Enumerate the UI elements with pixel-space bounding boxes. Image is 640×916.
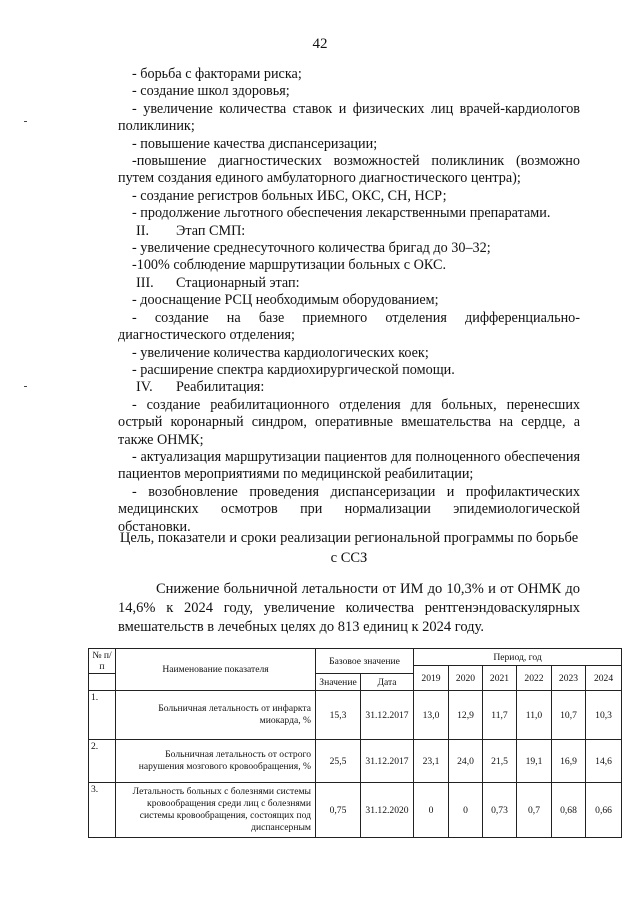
list-item: - создание регистров больных ИБС, ОКС, СН, НСР;: [132, 187, 447, 204]
row-value: 0,75: [316, 783, 361, 838]
list-item: - создание на базе приемного отделения дифференциально-диагностического отделения;: [118, 309, 580, 344]
list-item: - борьба с факторами риска;: [132, 66, 302, 82]
list-item: -повышение диагностических возможностей поликлиник (возможно путем создания единого амбулаторного диагностического центра);: [118, 153, 580, 187]
list-item: - увеличение количества кардиологических коек;: [132, 344, 429, 361]
row-name: Летальность больных с болезнями системы кровообращения среди лиц с болезнями системы кровообращения, состоящих под диспансерным: [116, 783, 316, 838]
header-index: № п/п: [89, 649, 116, 674]
row-year-value: 10,7: [552, 691, 586, 740]
row-year-value: 0: [414, 783, 449, 838]
table-row: [89, 691, 622, 740]
row-year-value: 10,3: [586, 691, 622, 740]
stage-heading: [118, 223, 580, 240]
header-base-date: Дата: [361, 674, 414, 691]
list-item: - создание реабилитационного отделения для больных, перенесших острый коронарный синдром, оперативные вмешательства на сердце, а также ОНМК;: [118, 396, 580, 448]
row-year-value: 16,9: [552, 740, 586, 783]
row-year-value: 21,5: [483, 740, 517, 783]
list-item: - увеличение количества ставок и физических лиц врачей-кардиологов поликлиник;: [118, 100, 580, 135]
stage-heading: [118, 275, 580, 292]
row-year-value: 0: [449, 783, 483, 838]
list-item: - повышение качества диспансеризации;: [132, 135, 378, 152]
stage-title: Реабилитация:: [176, 379, 265, 396]
stage-title: Стационарный этап:: [176, 274, 300, 291]
goal-summary: Снижение больничной летальности от ИМ до 10,3% и от ОНМК до 14,6% к 2024 году, увеличение количества рентгенэндоваскулярных вмешательств в лечебных целях до 813 единиц к 2024 году.: [118, 581, 580, 635]
row-year-value: 19,1: [517, 740, 552, 783]
stage-number: II.: [136, 222, 149, 239]
row-year-value: 23,1: [414, 740, 449, 783]
scan-speck: [24, 386, 27, 387]
stage-title: Этап СМП:: [176, 222, 246, 239]
list-item: - дооснащение РСЦ необходимым оборудованием;: [132, 292, 439, 309]
header-year: 2020: [449, 666, 483, 691]
row-date: 31.12.2017: [361, 691, 414, 740]
row-date: 31.12.2017: [361, 740, 414, 783]
page-number: 42: [312, 36, 328, 52]
header-name: Наименование показателя: [116, 649, 316, 691]
measures-list: [118, 66, 580, 536]
stage-number: III.: [136, 274, 154, 291]
row-name: Больничная летальность от острого нарушения мозгового кровообращения, %: [116, 740, 316, 783]
list-item: - создание школ здоровья;: [132, 83, 290, 100]
indicators-table: [88, 648, 622, 838]
header-index-spacer: [89, 674, 116, 691]
header-year: 2024: [586, 666, 622, 691]
list-item: - расширение спектра кардиохирургической помощи.: [132, 361, 455, 378]
row-year-value: 11,7: [483, 691, 517, 740]
header-year: 2021: [483, 666, 517, 691]
row-index: 1.: [89, 691, 116, 740]
row-index: 3.: [89, 783, 116, 838]
row-value: 25,5: [316, 740, 361, 783]
row-year-value: 0,73: [483, 783, 517, 838]
table-row: [89, 783, 622, 838]
row-year-value: 24,0: [449, 740, 483, 783]
row-year-value: 13,0: [414, 691, 449, 740]
list-item: - актуализация маршрутизации пациентов для полноценного обеспечения пациентов мероприятиями по медицинской реабилитации;: [118, 448, 580, 483]
row-year-value: 0,7: [517, 783, 552, 838]
row-year-value: 14,6: [586, 740, 622, 783]
row-index: 2.: [89, 740, 116, 783]
section-title: Цель, показатели и сроки реализации региональной программы по борьбе с ССЗ: [119, 530, 579, 566]
list-item: - возобновление проведения диспансеризации и профилактических медицинских осмотров при нормализации эпидемиологической обстановки.: [118, 483, 580, 535]
row-year-value: 11,0: [517, 691, 552, 740]
row-date: 31.12.2020: [361, 783, 414, 838]
stage-number: IV.: [136, 379, 153, 396]
row-value: 15,3: [316, 691, 361, 740]
row-year-value: 0,66: [586, 783, 622, 838]
header-base: Базовое значение: [316, 649, 414, 674]
header-year: 2022: [517, 666, 552, 691]
header-base-value: Значение: [316, 674, 361, 691]
list-item: - увеличение среднесуточного количества бригад до 30–32;: [132, 240, 491, 257]
table-row: [89, 740, 622, 783]
list-item: -100% соблюдение маршрутизации больных с ОКС.: [132, 257, 446, 274]
row-year-value: 0,68: [552, 783, 586, 838]
header-year: 2019: [414, 666, 449, 691]
scan-speck: [24, 121, 27, 122]
list-item: - продолжение льготного обеспечения лекарственными препаратами.: [132, 205, 551, 222]
header-period: Период, год: [414, 649, 622, 666]
row-year-value: 12,9: [449, 691, 483, 740]
row-name: Больничная летальность от инфаркта миокарда, %: [116, 691, 316, 740]
header-year: 2023: [552, 666, 586, 691]
stage-heading: [118, 379, 580, 396]
